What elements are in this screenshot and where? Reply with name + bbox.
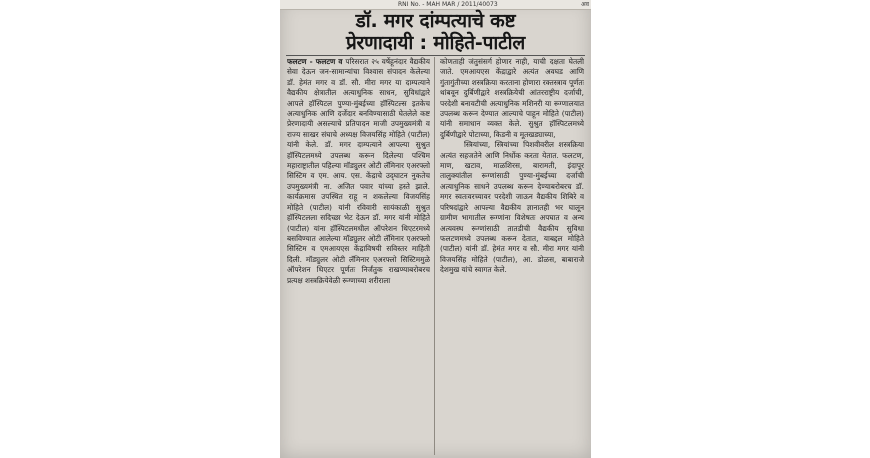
article-column-right: [440, 57, 584, 455]
newspaper-clipping: [280, 0, 591, 458]
headline-line-1: डॉ. मगर दांम्पत्याचे कष्ट: [355, 10, 516, 32]
article-column-left: [287, 57, 430, 455]
article-headline: [280, 10, 591, 54]
registration-number: RNI No. - MAH MAR / 2011/40073: [398, 1, 498, 8]
left-column-body: परिसरात २५ वर्षेहूनंदार वैद्यकीय सेवा देऊन जन-सामान्यांचा विश्वास संपादन केलेल्या डॉ. हेमंत मगर व डॉ. सौ. मीरा मगर या दाम्पत्याने वैद्यकीय क्षेत्रातील अत्याधुनिक साधन, सुविधांद्वारे आपले हॉस्पिटल पुण्या-मुंबईच्या हॉस्पिटल्स इतकेच अत्याधुनिक आणि दर्जेदार बनविण्यासाठी घेतलेले कष्ट प्रेरणादायी असल्याचे प्रतिपादन माजी उपमुख्यमंत्री व राज्य साखर संघाचे अध्यक्ष विजयसिंह मोहिते (पाटील) यांनी केले. डॉ. मगर दाम्पत्याने आपल्या सुश्रुत हॉस्पिटलमध्ये उपलब्ध करून दिलेल्या पश्चिम महाराष्ट्रातील पहिल्या मॉड्युलर ओटी लॅमिनार एअरफ्लो सिस्टिम व एम. आय. एस. केंद्राचे उद्‌घाटन नुकतेच उपमुख्यमंत्री ना. अजित पवार यांच्या हस्ते झाले. कार्यक्रमास उपस्थित राहू न शकलेल्या विजयसिंह मोहिते (पाटील) यांनी रविवारी सायंकाळी सुश्रुत हॉस्पिटलला सदिच्छा भेट देऊन डॉ. मगर यांनी मोहिते (पाटील) यांना हॉस्पिटलमधील ऑपरेशन थिएटरमध्ये बसविण्यात आलेल्या मॉड्युलर ओटी लॅमिनार एअरफ्लो सिस्टिम व एमआयएस केंद्राविषयी सविस्तर माहिती दिली. मॉड्युलर ओटी लॅमिनार एअरफ्लो सिस्टिममुळे ऑपरेशन थिएटर पूर्णतः निर्जंतुक राखण्याबरोबरच प्रत्यक्ष शस्त्रक्रियेवेळी रूग्णाच्या शरीराला: [287, 57, 430, 285]
right-column-paragraph-2: स्त्रियांच्या, स्त्रियांच्या पिशवीवरील शस्त्रक्रिया अत्यंत सहजतेने आणि निर्धोक करता येतात. फलटण, माण, खटाव, माळशिरस, बारामती, इंदापूर तालुक्यांतील रूग्णांसाठी पुण्या-मुंबईच्या दर्जाची अत्याधुनिक साधने उपलब्ध करून देण्याबरोबरच डॉ. मगर स्वतःवरच्यावर परदेशी जाऊन वैद्यकीय शिबिरे व परिषदांद्वारे आपल्या वैद्यकीय ज्ञानातही भर घालून ग्रामीण भागातील रूग्णांना विशेषतः अपघात व अन्य अत्यवस्थ रूग्णांसाठी तातडीची वैद्यकीय सुविधा फलटणमध्ये उपलब्ध करून देतात, याबद्दल मोहिते (पाटील) यांनी डॉ. हेमंत मगर व सौ. मीरा मगर यांनी विजयसिंह मोहिते (पाटील), आ. डोळस, बाबाराजे देशमुख यांचे स्वागत केले.: [440, 140, 584, 275]
adjacent-article-fragment: अव: [581, 1, 589, 8]
headline-line-2: प्रेरणादायी : मोहिते-पाटील: [345, 32, 526, 54]
headline-rule: [286, 55, 585, 56]
article-dateline: फलटण - फलटण व: [287, 57, 343, 66]
masthead-strip: [280, 0, 591, 10]
column-divider: [434, 57, 435, 455]
right-column-paragraph-1: कोणताही जंतुसंसर्ग होणार नाही, याची दक्षता घेतली जाते. एमआयएस केंद्राद्वारे अत्यंत अवघड आणि गुंतागुंतीच्या शस्त्रक्रिया करताना होणारा रक्तस्त्राव पूर्णतः थांबवून दुर्बिणीद्वारे शस्त्रक्रियेची आंतरराष्ट्रीय दर्जाची, परदेशी बनावटीची अत्याधुनिक मशिनरी या रूग्णालयात उपलब्ध करून देण्यात आल्याचे पाहून मोहिते (पाटील) यांनी समाधान व्यक्त केले. सुश्रुत हॉस्पिटलमध्ये दुर्बिणीद्वारे पोटाच्या, किडनी व मूतखड्याच्या,: [440, 57, 584, 139]
